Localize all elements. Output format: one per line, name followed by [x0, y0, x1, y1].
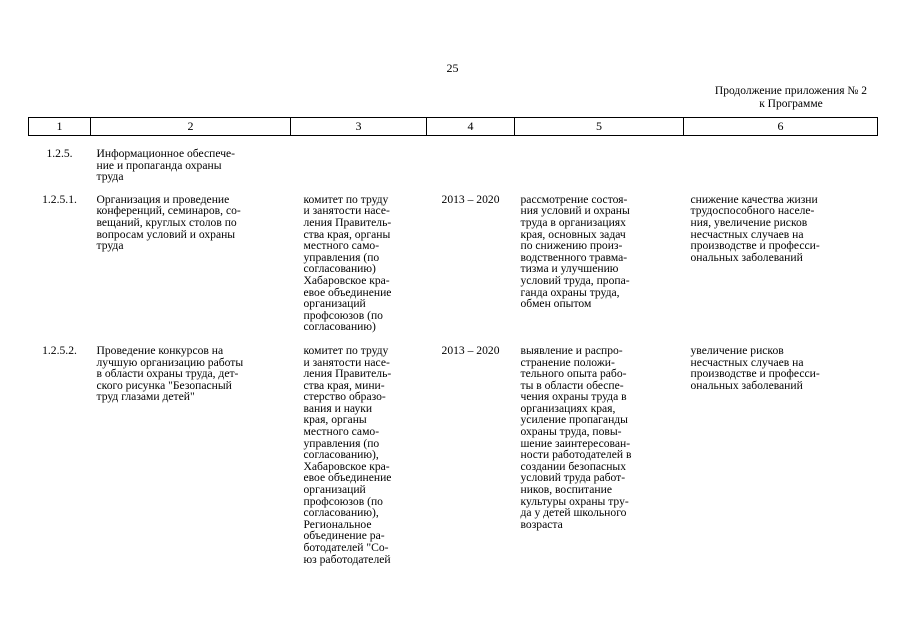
cell-line: создании безопасных [520, 459, 626, 473]
cell-line: евое объединение [303, 471, 392, 485]
table-row [29, 183, 878, 333]
cell-line: условий труда, пропа- [520, 273, 630, 287]
cell-line: и занятости насе- [303, 355, 390, 369]
cell-line: возраста [520, 517, 563, 531]
cell-line: несчастных случаев на [690, 227, 804, 241]
cell-line: труда [96, 170, 124, 184]
cell-line: условий труда работ- [520, 471, 626, 485]
cell-line: лучшую организацию работы [96, 355, 244, 369]
row-period [427, 136, 515, 183]
row-tasks [515, 183, 684, 333]
annex-line-2: к Программе [759, 98, 823, 110]
cell-line: выявление и распро- [520, 343, 623, 357]
cell-line: обмен опытом [520, 297, 592, 311]
cell-line: управления (по [303, 250, 380, 264]
cell-line: производстве и професси- [690, 239, 820, 253]
cell-line: в области охраны труда, дет- [96, 367, 239, 381]
cell-line: местного само- [303, 239, 380, 253]
cell-line: культуры охраны тру- [520, 494, 629, 508]
cell-line: согласованию) [303, 262, 376, 276]
header-col-5: 5 [515, 118, 684, 136]
row-tasks [515, 136, 684, 183]
cell-line: организациях края, [520, 401, 616, 415]
cell-line: производстве и професси- [690, 367, 820, 381]
cell-line: профсоюзов (по [303, 494, 383, 508]
cell-line: труд глазами детей" [96, 390, 195, 404]
cell-line: рассмотрение состоя- [520, 192, 628, 206]
header-col-4: 4 [427, 118, 515, 136]
row-executors [291, 136, 427, 183]
row-result [684, 183, 878, 333]
page-number: 25 [446, 61, 459, 75]
cell-line: ния, увеличение рисков [690, 215, 808, 229]
row-tasks [515, 333, 684, 565]
cell-line: комитет по труду [303, 192, 389, 206]
cell-line: объединение ра- [303, 529, 385, 543]
table-body [29, 136, 878, 566]
row-executors [291, 183, 427, 333]
row-executors [291, 333, 427, 565]
cell-line: несчастных случаев на [690, 355, 804, 369]
row-number: 1.2.5. [46, 147, 73, 160]
row-number: 1.2.5.2. [42, 343, 77, 357]
cell-line: ления Правитель- [303, 215, 392, 229]
cell-line: Информационное обеспече- [96, 147, 236, 160]
cell-line: тизма и улучшению [520, 262, 619, 276]
cell-line: Проведение конкурсов на [96, 343, 224, 357]
cell-line: края, органы [303, 413, 367, 427]
cell-line: чения охраны труда в [520, 390, 627, 404]
row-result [684, 333, 878, 565]
row-number: 1.2.5.1. [42, 192, 77, 206]
cell-line: труда в организациях [520, 215, 626, 229]
header-col-2: 2 [91, 118, 291, 136]
cell-line: шение заинтересован- [520, 436, 631, 450]
cell-line: евое объединение [303, 285, 392, 299]
table-row [29, 333, 878, 565]
cell-line: ности работодателей в [520, 448, 632, 462]
annex-note [715, 85, 867, 111]
cell-line: конференций, семинаров, со- [96, 204, 241, 218]
row-period: 2013 – 2020 [441, 192, 500, 206]
cell-line: местного само- [303, 425, 380, 439]
cell-line: усиление пропаганды [520, 413, 628, 427]
cell-line: снижение качества жизни [690, 192, 818, 206]
row-title [91, 183, 291, 333]
cell-line: согласованию) [303, 320, 376, 334]
cell-line: странение положи- [520, 355, 615, 369]
table-header-row [29, 118, 878, 136]
cell-line: труда [96, 239, 124, 253]
cell-line: ты в области обеспе- [520, 378, 624, 392]
header-col-1: 1 [29, 118, 91, 136]
cell-line: вания и науки [303, 401, 373, 415]
cell-line: трудоспособного населе- [690, 204, 815, 218]
cell-line: ния условий и охраны [520, 204, 630, 218]
row-result [684, 136, 878, 183]
cell-line: юз работодателей [303, 552, 391, 566]
row-title [91, 333, 291, 565]
cell-line: Региональное [303, 517, 372, 531]
cell-line: водственного травма- [520, 250, 628, 264]
cell-line: ского рисунка "Безопасный [96, 378, 232, 392]
cell-line: стерство образо- [303, 390, 386, 404]
cell-line: ние и пропаганда охраны [96, 158, 222, 172]
cell-line: Хабаровское кра- [303, 459, 390, 473]
cell-line: организаций [303, 297, 366, 311]
header-col-3: 3 [291, 118, 427, 136]
cell-line: ства края, органы [303, 227, 391, 241]
cell-line: ональных заболеваний [690, 378, 803, 392]
cell-line: да у детей школьного [520, 506, 627, 520]
cell-line: ления Правитель- [303, 367, 392, 381]
cell-line: ботодателей "Со- [303, 541, 389, 554]
cell-line: согласованию), [303, 448, 379, 462]
row-title [91, 136, 291, 183]
cell-line: вопросам условий и охраны [96, 227, 236, 241]
cell-line: ганда охраны труда, [520, 285, 620, 299]
cell-line: Организация и проведение [96, 192, 230, 206]
cell-line: ональных заболеваний [690, 250, 803, 264]
row-period: 2013 – 2020 [441, 343, 500, 357]
cell-line: Хабаровское кра- [303, 273, 390, 287]
cell-line: ников, воспитание [520, 483, 612, 497]
cell-line: комитет по труду [303, 343, 389, 357]
cell-line: тельного опыта рабо- [520, 367, 627, 381]
cell-line: охраны труда, повы- [520, 425, 622, 439]
cell-line: и занятости насе- [303, 204, 390, 218]
annex-line-1: Продолжение приложения № 2 [714, 85, 867, 97]
cell-line: согласованию), [303, 506, 379, 520]
cell-line: организаций [303, 483, 366, 497]
cell-line: края, основных задач [520, 227, 626, 241]
table-row [29, 136, 878, 183]
cell-line: вещаний, круглых столов по [96, 215, 237, 229]
header-col-6: 6 [684, 118, 878, 136]
program-table [28, 117, 878, 565]
cell-line: увеличение рисков [690, 343, 784, 357]
cell-line: профсоюзов (по [303, 308, 383, 322]
cell-line: по снижению произ- [520, 239, 623, 253]
cell-line: управления (по [303, 436, 380, 450]
cell-line: ства края, мини- [303, 378, 385, 392]
